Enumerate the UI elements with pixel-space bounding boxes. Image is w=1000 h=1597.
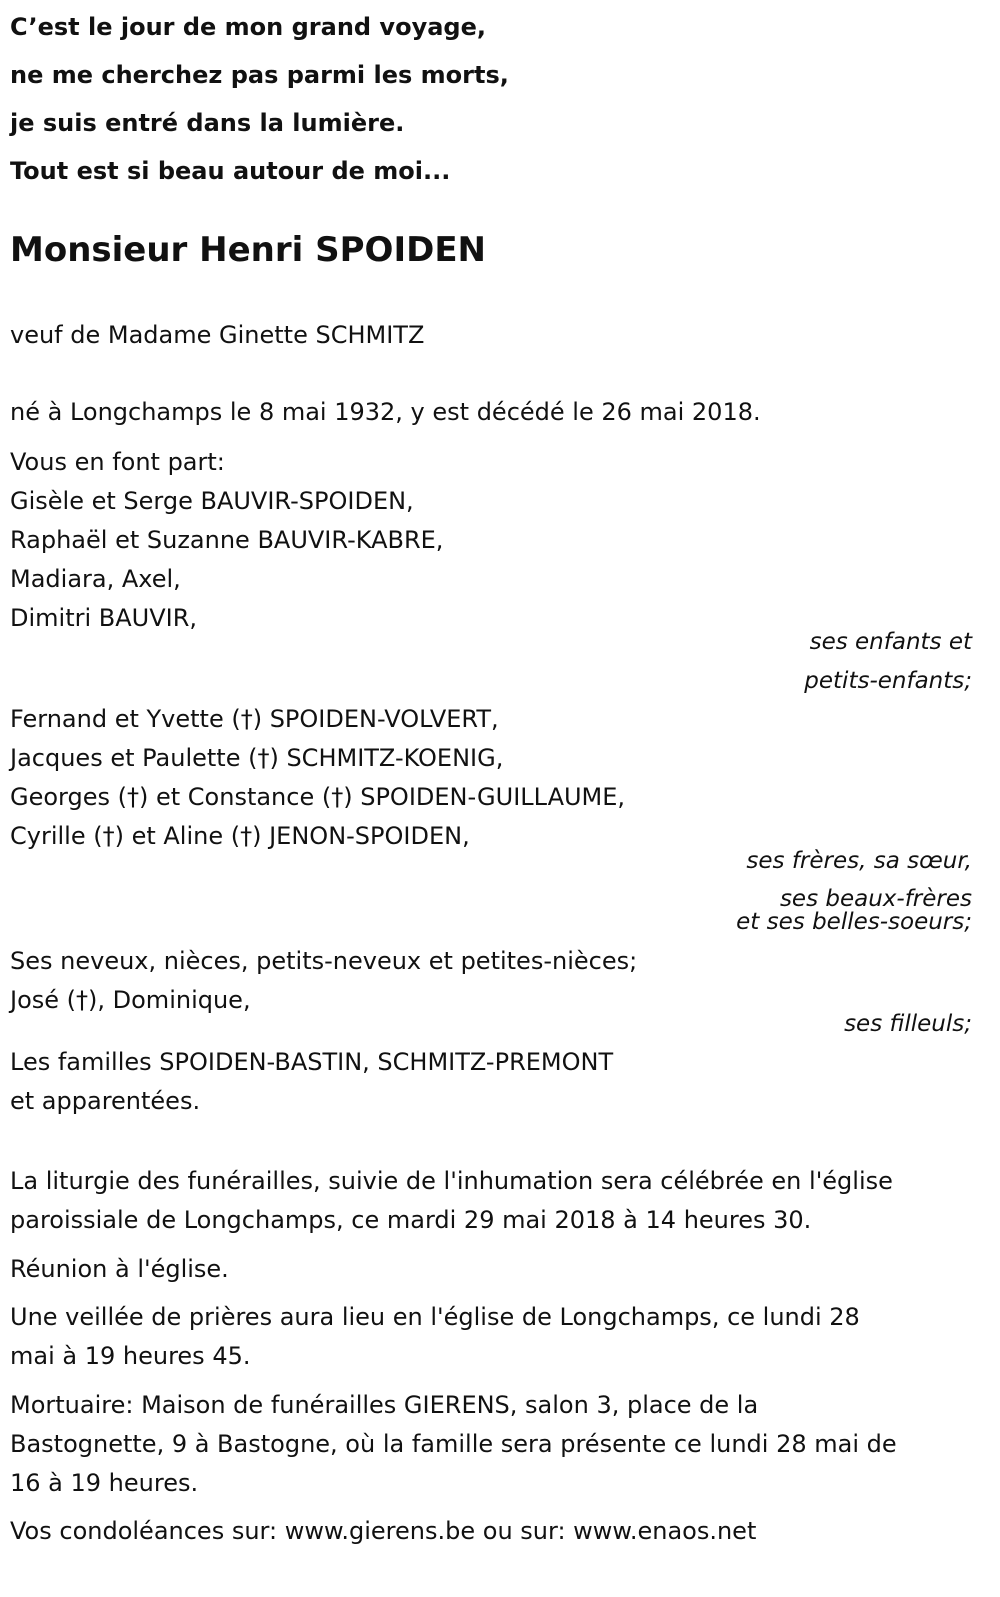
family-line: Dimitri BAUVIR, [10,604,198,632]
label-line: ses frères, sa sœur, [746,848,972,874]
poem-line: ne me cherchez pas parmi les morts, [10,61,509,89]
family-line: Jacques et Paulette (†) SCHMITZ-KOENIG, [10,744,504,772]
text-line: mai à 19 heures 45. [10,1342,251,1370]
siblings-label [10,842,972,881]
family-line: Fernand et Yvette (†) SPOIDEN-VOLVERT, [10,705,499,733]
in-laws-label [10,888,972,934]
family-line: Georges (†) et Constance (†) SPOIDEN-GUILLAUME, [10,783,626,811]
poem-line: je suis entré dans la lumière. [10,109,405,137]
text-line: Une veillée de prières aura lieu en l'église de Longchamps, ce lundi 28 [10,1303,860,1331]
poem-line: Tout est si beau autour de moi... [10,157,451,185]
family-line: Ses neveux, nièces, petits-neveux et petites-nièces; [10,947,638,975]
families [10,1043,972,1121]
label-line: ses enfants et [809,629,972,655]
family-line: José (†), Dominique, [10,986,251,1014]
text-line: La liturgie des funérailles, suivie de l'inhumation sera célébrée en l'église [10,1167,893,1195]
poem [10,3,972,195]
widow-line: veuf de Madame Ginette SCHMITZ [10,321,425,349]
text-line: Mortuaire: Maison de funérailles GIERENS, salon 3, place de la [10,1391,759,1419]
label-line: petits-enfants; [804,668,972,694]
family-line: Cyrille (†) et Aline (†) JENON-SPOIDEN, [10,822,470,850]
vigil [10,1298,972,1376]
family-line: Raphaël et Suzanne BAUVIR-KABRE, [10,526,444,554]
family-line: Gisèle et Serge BAUVIR-SPOIDEN, [10,487,414,515]
poem-line: C’est le jour de mon grand voyage, [10,13,486,41]
text-line: Bastognette, 9 à Bastogne, où la famille sera présente ce lundi 28 mai de [10,1430,897,1458]
condolences: Vos condoléances sur: www.gierens.be ou sur: www.enaos.net [10,1517,757,1545]
intro: Vous en font part: [10,448,225,476]
text-line: paroissiale de Longchamps, ce mardi 29 mai 2018 à 14 heures 30. [10,1206,812,1234]
family-line: et apparentées. [10,1087,201,1115]
siblings-list [10,700,972,856]
children-list [10,443,972,638]
family-line: Les familles SPOIDEN-BASTIN, SCHMITZ-PREMONT [10,1048,614,1076]
mortuary [10,1386,972,1503]
godchildren-label: ses filleuls; [844,1011,972,1037]
children-label [10,623,972,701]
label-line: et ses belles-soeurs; [736,909,972,935]
meeting: Réunion à l'église. [10,1255,229,1283]
label-line: ses beaux-frères [779,886,972,912]
text-line: 16 à 19 heures. [10,1469,199,1497]
family-line: Madiara, Axel, [10,565,181,593]
birth-death-line: né à Longchamps le 8 mai 1932, y est décédé le 26 mai 2018. [10,398,761,426]
deceased-name: Monsieur Henri SPOIDEN [10,230,486,270]
liturgy [10,1162,972,1240]
